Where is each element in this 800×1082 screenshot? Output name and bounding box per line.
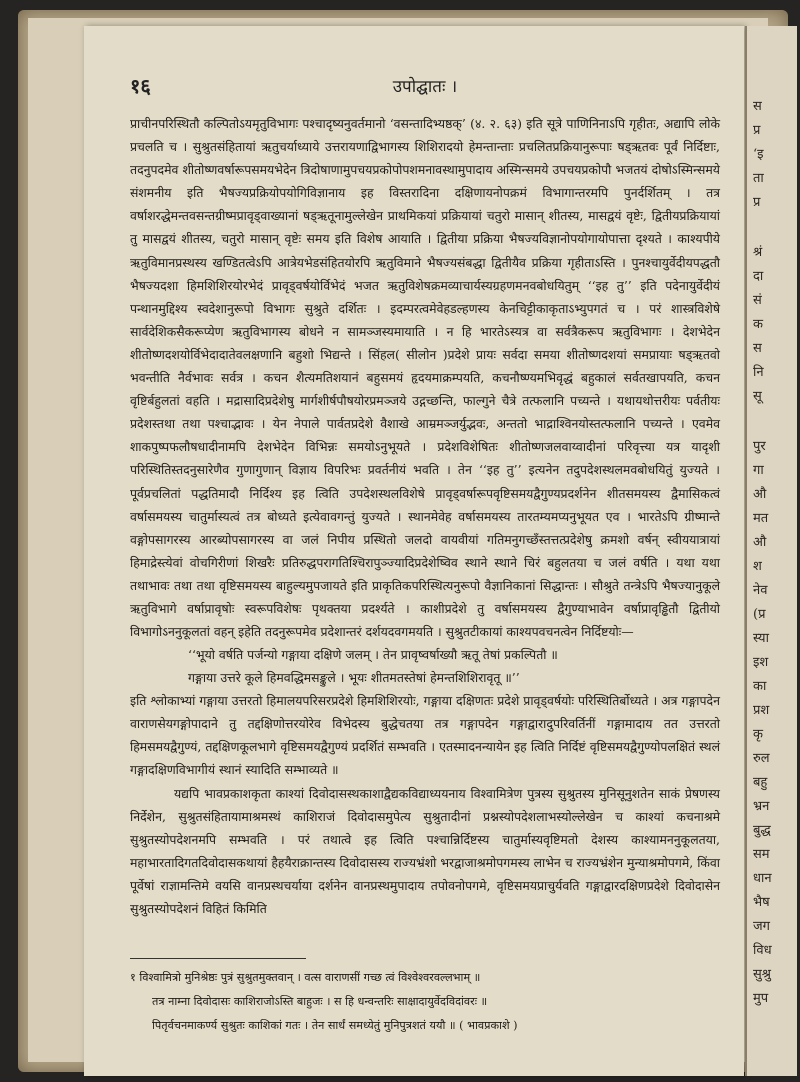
adjacent-page-fragment: दा: [753, 269, 764, 284]
book-page: [84, 26, 744, 1076]
adjacent-page-fragment: इश: [753, 655, 769, 670]
adjacent-page-fragment: (प्र: [753, 607, 766, 622]
footnote-line-1: १ विश्वामित्रो मुनिश्रेष्ठः पुत्रं सुश्रुतमुक्तवान् । वत्स वाराणसीं गच्छ त्वं विश्वेश्वरवल्लभाम् ॥: [130, 971, 481, 984]
paragraph-1: प्राचीनपरिस्थितौ कल्पितोऽयमृतुविभागः पश्चादृष्यनुवर्तमानो ‘वसन्तादिभ्यष्ठक्’ (४. २. ६३) इति सूत्रे पाणिनिनाऽपि गृहीतः, अद्यापि लोके प्रचलति च । सुश्रुतसंहितायां ऋतुचर्याध्याये उत्तरायणाद्विभागस्य शिशिरादयो हेमन्तान्ताः प्रचलितप्रक्रियानुरूपाः षड्ऋतवः पूर्वं निर्दिष्टाः, तदनुपदमेव शीतोष्णवर्षारूपसमयभेदेन त्रिदोषाणामुपचयप्रकोपोपशमनावस्थामुपादाय अस्मिन्समये उपचयप्रकोपौ भजतयं दोषोऽस्मिन्समये संशमनीय इति भैषज्यप्रक्रियोपयोगिविज्ञानाय इह विस्तरादिना दक्षिणायनोपक्रमं विभागान्तरमपि पुनर्दर्शितम् । तत्र वर्षाशरद्धेमन्तवसन्तग्रीष्मप्रावृड्वाख्यानां षड्ऋतूनामुल्लेखेन प्राथमिकयां प्रक्रियायां चतुरो मासान् शीतस्य, मासद्वयं वृष्टेः, द्वितीयप्रक्रियायां तु मासद्वयं शीतस्य, चतुरो मासान् वृष्टेः समय इति विशेष आयाति । द्वितीया प्रक्रिया भैषज्यविज्ञानोपयोगायोपात्ता दृश्यते । काश्यपीये ऋतुविमानप्रस्थस्य खण्डितत्वेऽपि आत्रेयभेडसंहितयोरपि ऋतुविमाने भैषज्यसंबद्धा द्वितीयैव प्रक्रिया गृहीताऽस्ति । पुनश्चायुर्वेदीयपद्धतौ भैषज्यदशा हिमशिशिरयोरभेदं प्रावृड्वर्षयोर्विभेदं भजत ऋतुविशेषक्रमव्याचार्यस्यग्रहणमनवबोधयितुम् ‘‘इह तु’’ इति पदेनायुर्वेदीयं पन्थानमुद्दिश्य स्वदेशानुरूपो विभागः सुश्रुते दर्शितः । इदम्परत्वमेवेहडल्हणस्य केनचिट्टीकाकृताऽभ्युपगतं च । परं शास्त्रविशेषे सार्वदेशिकसैकरूप्येण ऋतुविभागस्य बोधने न सामञ्जस्यमायाति । न हि भारतेऽस्यत्र वा सर्वत्रैकरूप ऋतुविभागः । देशभेदेन शीतोष्णदशयोर्विभेदादातेवलक्षणानि बहुशो भिद्यन्ते । सिंहल( सीलोन )प्रदेशे प्रायः सर्वदा समया शीतोष्णदशयां समप्रायाः षड्ऋतवो भवन्तीति नैर्वभावः सर्वत्र । कचन शैत्यमतिशयानं बहुसमयं हृदयमाक्रम्पयति, कचनौष्ण्यमभिवृद्धं बहुकालं सर्वतखापयति, कचन वृष्टिर्बहुलतां वहति । मद्रासादिप्रदेशेषु मार्गशीर्षपौषयोरप्रमञ्जये उद्गच्छन्ति, फाल्गुने चैत्रे तत्फलानि पच्यन्ते । यथायथोत्तरीयः पर्वतीयः प्रदेशस्तथा तथा पश्चाद्भावः । येन नेपाले पार्वतप्रदेशे वैशाखे आम्रमञ्जर्युद्भवः, अन्ततो भाद्राश्विनयोस्तत्फलानि पच्यन्ते । एवमेव शाकपुष्पफलौषधादीनामपि देशभेदेन विभिन्नः समयोऽनुभूयते । प्रदेशविशेषितः शीतोष्णजलवाय्वादीनां परिवृत्त्या यत्र यादृशी परिस्थितिस्तदनुसारेणैव गुणागुणान् विज्ञाय विपरिभः प्रवर्तनीयं भवति । तेन ‘‘इह तु’’ इत्यनेन तदुपदेशस्थलमवबोधयितुं युज्यते । पूर्वप्रचलितां पद्धतिमादौ निर्दिश्य इह त्विति उपदेशस्थलविशेषे प्रावृड्वर्षारूपवृष्टिसमयद्वैगुण्यप्रदर्शनेन शीतसमयस्य द्वैमासिकत्वं वर्षासमयस्य चातुर्मास्यत्वं तत्र बोध्यते इत्येवावगन्तुं युज्यते । स्थानमेवेह वर्षासमयस्य तारतम्यमप्यनुभूयत एव । भारतेऽपि ग्रीष्मान्ते वङ्गोपसागरस्य आरब्योपसागरस्य वा जलं निपीय प्रस्थितो जलदो वायवीयां गतिमनुगच्छँस्तत्तत्प्रदेशेषु क्रमशो वर्षन् स्वीययात्रायां हिमाद्रेस्त्येवां वोचगिरीणां शिखरैः प्रतिरुद्धपरागतिश्चिरापुञ्ज्यादिप्रदेशेष्विव स्थाने स्थाने चिरं बहुलतया च जलं वर्षति । यथा यथा तथाभावः तथा तथा वृष्टिसमयस्य बाहुल्यमुपजायते इति प्राकृतिकपरिस्थित्यनुरूपो वैज्ञानिकानां सिद्धान्तः । सौश्रुते तन्त्रेऽपि भैषज्यानुकूले ऋतुविभागे वर्षाप्रावृषोः स्वरूपविशेषः पृथक्तया प्रदर्श्यते । काशीप्रदेशे तु वर्षासमयस्य द्वैगुण्याभावेन वर्षाप्रावृड्ढितौ द्वितीयो विभागोऽननुकूलतां वहन् इहेति तदनुरूपमेव प्रदेशान्तरं दर्शयदवगमयति । सुश्रुतटीकायां काश्यपवचनत्वेन निर्दिष्टयोः—: [130, 116, 720, 640]
adjacent-page-fragment: नेव: [753, 583, 768, 598]
adjacent-page-fragment: औ: [753, 487, 767, 502]
adjacent-page-fragment: क: [753, 317, 763, 332]
adjacent-page-fragment: बहु: [753, 775, 768, 790]
adjacent-page-fragment: ‘इ: [753, 147, 764, 162]
adjacent-page-fragment: श: [753, 559, 762, 574]
adjacent-page-fragment: भैष: [753, 895, 770, 910]
adjacent-page-edge: [745, 26, 797, 1076]
adjacent-page-fragment: मुप: [753, 991, 769, 1006]
adjacent-page-fragment: सुश्रु: [753, 967, 771, 982]
adjacent-page-fragment: स: [753, 99, 762, 114]
adjacent-page-fragment: सं: [753, 293, 762, 308]
adjacent-page-fragment: बुद्ध: [753, 823, 771, 838]
paragraph-2: इति श्लोकाभ्यां गङ्गाया उत्तरतो हिमालयपरिसरप्रदेशे हिमशिशिरयोः, गङ्गाया दक्षिणतः प्रदेशे प्रावृड्वर्षयोः परिस्थितिर्बोध्यते । अत्र गङ्गापदेन वाराणसेयगङ्गोपादाने तु तद्दक्षिणोत्तरयोरेव विभेदस्य बुद्धेचतया तत्र गङ्गापदेन गङ्गाद्वारादुपरिवर्तिनीं गङ्गामादाय तत उत्तरतो हिमसमयद्वैगुण्यं, तद्दक्षिणकूलभागे वृष्टिसमयद्वैगुण्यं प्रदर्शितं सम्भवति । एतस्मादनन्यायेन इह त्विति निर्दिष्टं वृष्टिसमयद्वैगुण्योपलक्षितं स्थलं गङ्गादक्षिणविभागीयं स्थानं स्यादिति सम्भाव्यते ॥: [130, 693, 720, 778]
verse-quote: [130, 643, 720, 689]
footnote-divider: [130, 958, 306, 959]
adjacent-page-fragment: पुर: [753, 439, 766, 454]
adjacent-page-fragment: नि: [753, 365, 764, 380]
adjacent-page-fragment: का: [753, 679, 767, 694]
adjacent-page-fragment: प्रश: [753, 703, 770, 718]
adjacent-page-fragment: मत: [753, 511, 769, 526]
paragraph-3: यद्यपि भावप्रकाशकृता काश्यां दिवोदासस्थकाशाद्वैद्यकविद्याध्ययनाय विश्वामित्रेण पुत्रस्य सुश्रुतस्य मुनिसूनुशतेन साकं प्रेषणस्य निर्देशेन, सुश्रुतसंहितायामाश्रमस्थं काशिराजं दिवोदासमुपेत्य सुश्रुतादीनां प्रश्नस्योपदेशलाभस्योल्लेखेन च काश्यां कचनाश्रमे सुश्रुतस्योपदेशनमपि सम्भवति । परं तथात्वे इह त्विति पश्चान्निर्दिष्टस्य चातुर्मास्यवृष्टिमतो देशस्य काश्यामननुकूलतया, महाभारतादिगतदिवोदासकथायां हैहयैराक्रान्तस्य दिवोदासस्य राज्यभ्रंशो भरद्वाजाश्रमोपगमस्य लाभेन च राज्यभ्रंशेन मुन्याश्रमोपगमे, किंवा पूर्वेषां राज्ञामन्तिमे वयसि वानप्रस्थचर्याया दर्शनेन वानप्रस्थमुपादाय तपोवनोपगमे, वृष्टिसमयप्राचुर्यवति गङ्गाद्वारदक्षिणप्रदेशे दिवोदासेन सुश्रुतस्योपदेशनं विहितं किमिति: [130, 785, 721, 916]
adjacent-page-fragment: श्रं: [753, 245, 763, 260]
adjacent-page-fragment: प्र: [753, 195, 761, 210]
footnotes: [130, 966, 720, 1038]
footnote-line-2: तत्र नाम्ना दिवोदासः काशिराजोऽस्ति बाहुजः । स हि धन्वन्तरिः साक्षादायुर्वेदविदांवरः ॥: [152, 995, 488, 1008]
adjacent-page-fragment: जग: [753, 919, 770, 934]
page-header: [130, 72, 720, 102]
adjacent-page-fragment: ता: [753, 171, 764, 186]
verse-line-1: ‘‘भूयो वर्षति पर्जन्यो गङ्गाया दक्षिणे जलम् । तेन प्रावृष्वर्षाख्यौ ऋतू तेषां प्रकल्पितौ ॥: [188, 647, 558, 663]
adjacent-page-fragment: धान: [753, 871, 772, 886]
adjacent-page-fragment: विध: [753, 943, 772, 958]
adjacent-page-fragment: भ्रन: [753, 799, 770, 814]
verse-line-2: गङ्गाया उत्तरे कूले हिमवद्धिमसङ्कुले । भूयः शीतमतस्तेषां हेमन्तशिशिरावृतू ॥’’: [188, 670, 520, 686]
adjacent-page-fragment: सू: [753, 389, 762, 404]
adjacent-page-fragment: गा: [753, 463, 764, 478]
adjacent-page-fragment: कृ: [753, 727, 763, 742]
page-number: १६: [130, 74, 151, 98]
adjacent-page-fragment: स: [753, 341, 762, 356]
adjacent-page-fragment: औ: [753, 535, 767, 550]
main-text: [130, 112, 720, 920]
adjacent-page-fragment: प्र: [753, 123, 761, 138]
adjacent-page-fragment: रुल: [753, 751, 770, 766]
adjacent-page-fragment: सम: [753, 847, 770, 862]
running-title: उपोद्घातः ।: [392, 77, 458, 97]
adjacent-page-fragment: स्या: [753, 631, 769, 646]
footnote-line-3: पितृर्वचनमाकर्ण्य सुश्रुतः काशिकां गतः । तेन सार्धं समध्येतुं मुनिपुत्रशतं ययौ ॥ ( भावप्रकाशे ): [152, 1019, 518, 1032]
